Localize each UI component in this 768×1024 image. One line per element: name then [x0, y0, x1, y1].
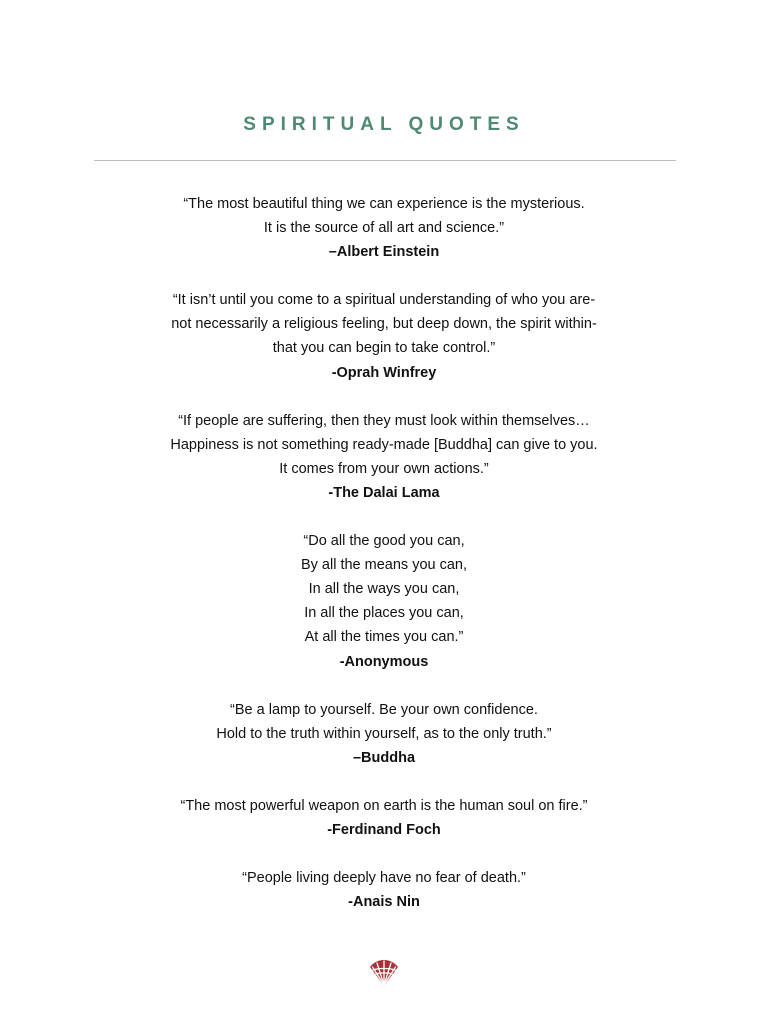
quote-line: By all the means you can,: [300, 557, 468, 574]
quote-line: At all the times you can.”: [304, 629, 464, 646]
title-divider: [94, 160, 676, 161]
quote-author: -Ferdinand Foch: [327, 821, 441, 838]
quote-author: -Anais Nin: [348, 894, 420, 911]
quote-author: -Oprah Winfrey: [331, 364, 437, 381]
quote-line: “The most powerful weapon on earth is the human soul on fire.”: [180, 797, 588, 814]
quote-line: Hold to the truth within yourself, as to the only truth.”: [216, 725, 552, 742]
quote-foch: [0, 794, 768, 842]
quote-line: “The most beautiful thing we can experience is the mysterious.: [183, 196, 585, 212]
quote-line: It is the source of all art and science.”: [263, 220, 505, 237]
quote-line: Happiness is not something ready-made [Buddha] can give to you.: [170, 436, 598, 453]
quote-buddha: [0, 698, 768, 770]
quote-author: -Anonymous: [339, 653, 429, 670]
quote-line: In all the places you can,: [304, 605, 464, 622]
quote-line: “Do all the good you can,: [303, 533, 465, 550]
quote-anonymous: [0, 529, 768, 674]
quote-line: In all the ways you can,: [308, 581, 460, 598]
quote-line: “People living deeply have no fear of death.”: [242, 870, 526, 887]
quote-line: “If people are suffering, then they must look within themselves…: [178, 412, 590, 429]
quote-list: [0, 192, 768, 938]
quote-line: It comes from your own actions.”: [279, 460, 489, 477]
quote-line: “Be a lamp to yourself. Be your own confidence.: [230, 701, 538, 718]
quote-nin: [0, 866, 768, 914]
quote-author: –Buddha: [352, 749, 416, 766]
page-title: SPIRITUAL QUOTES: [243, 114, 525, 135]
quote-author: –Albert Einstein: [328, 244, 440, 261]
quote-line: not necessarily a religious feeling, but deep down, the spirit within-: [171, 316, 597, 333]
quote-dalai-lama: [0, 409, 768, 505]
quote-oprah: [0, 288, 768, 384]
quote-line: that you can begin to take control.”: [272, 340, 496, 357]
fan-leaf-icon: [368, 958, 400, 988]
quote-einstein: [0, 192, 768, 264]
quote-line: “It isn’t until you come to a spiritual understanding of who you are-: [172, 292, 596, 309]
quote-author: -The Dalai Lama: [328, 484, 440, 501]
